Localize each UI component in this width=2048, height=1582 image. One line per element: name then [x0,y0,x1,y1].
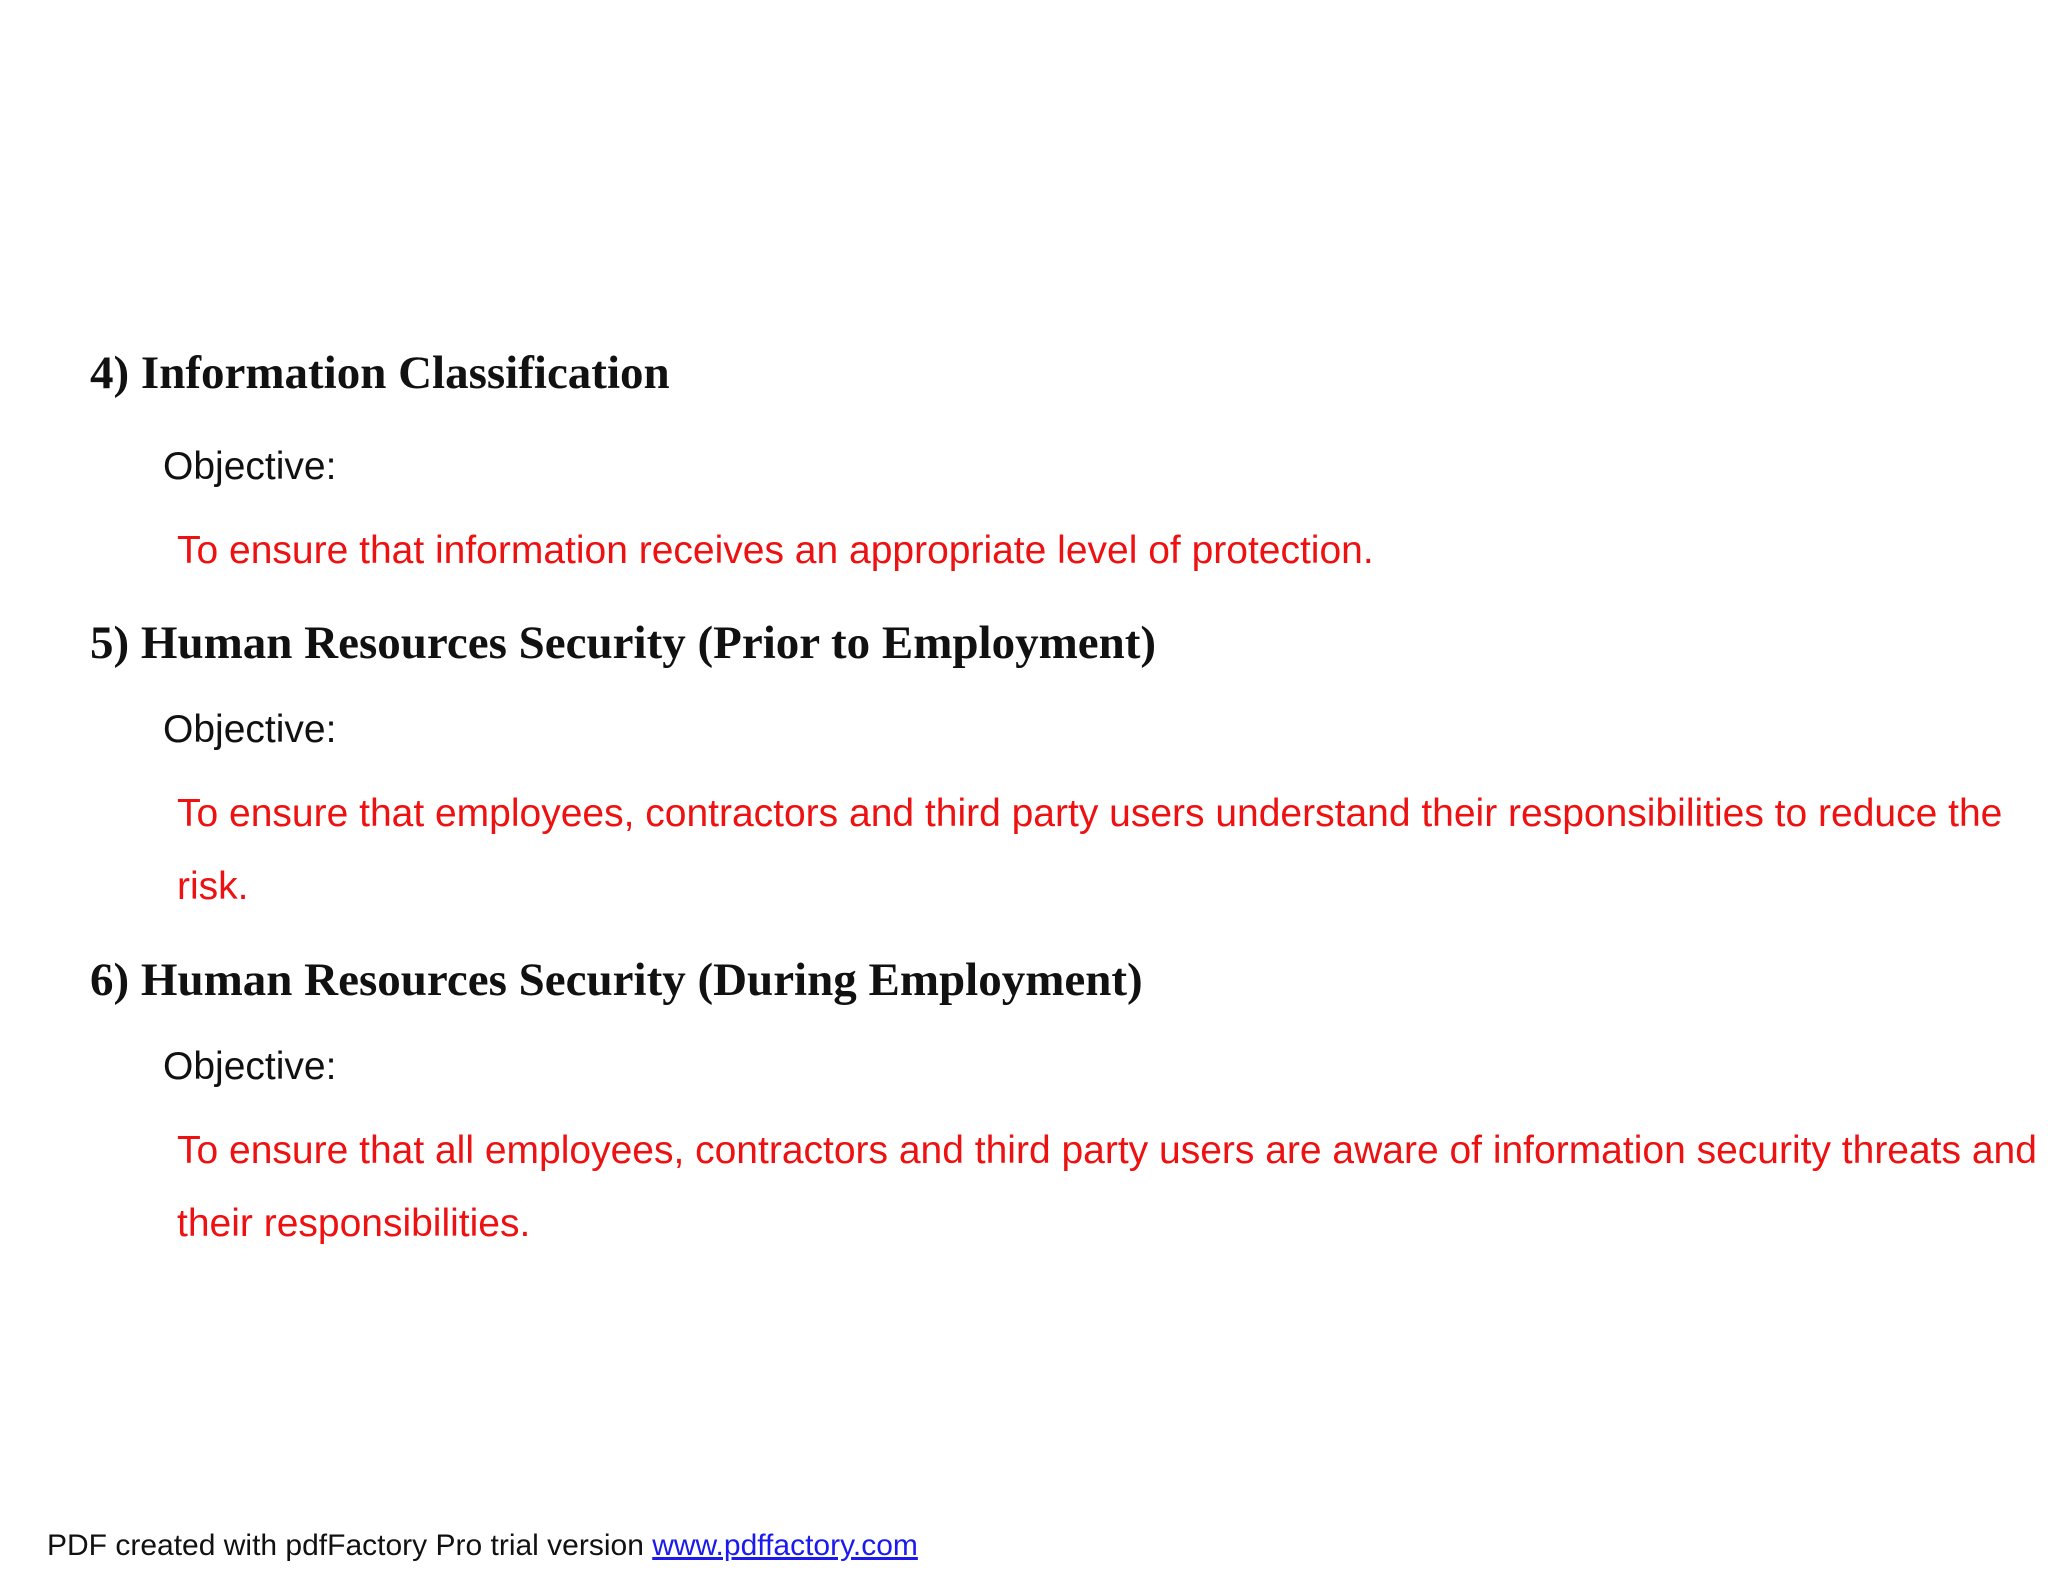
section-5-objective-label: Objective: [163,708,337,751]
section-6-objective-label: Objective: [163,1045,337,1088]
section-5-objective-text: To ensure that employees, contractors and third party users understand their responsibilities to reduce the risk. [177,792,2003,908]
footer-text: PDF created with pdfFactory Pro trial version [47,1529,653,1562]
section-6-objective-text: To ensure that all employees, contractors and third party users are aware of information security threats and their responsibilities. [177,1129,2037,1245]
section-4-heading: 4) Information Classification [90,347,670,399]
section-4-objective-text: To ensure that information receives an appropriate level of protection. [177,529,1374,572]
section-4-objective-label: Objective: [163,445,337,488]
section-6-heading: 6) Human Resources Security (During Employment) [90,954,1143,1006]
pdffactory-link[interactable]: www.pdffactory.com [652,1529,918,1562]
section-5-heading: 5) Human Resources Security (Prior to Employment) [90,617,1157,669]
pdf-footer [47,1531,918,1561]
